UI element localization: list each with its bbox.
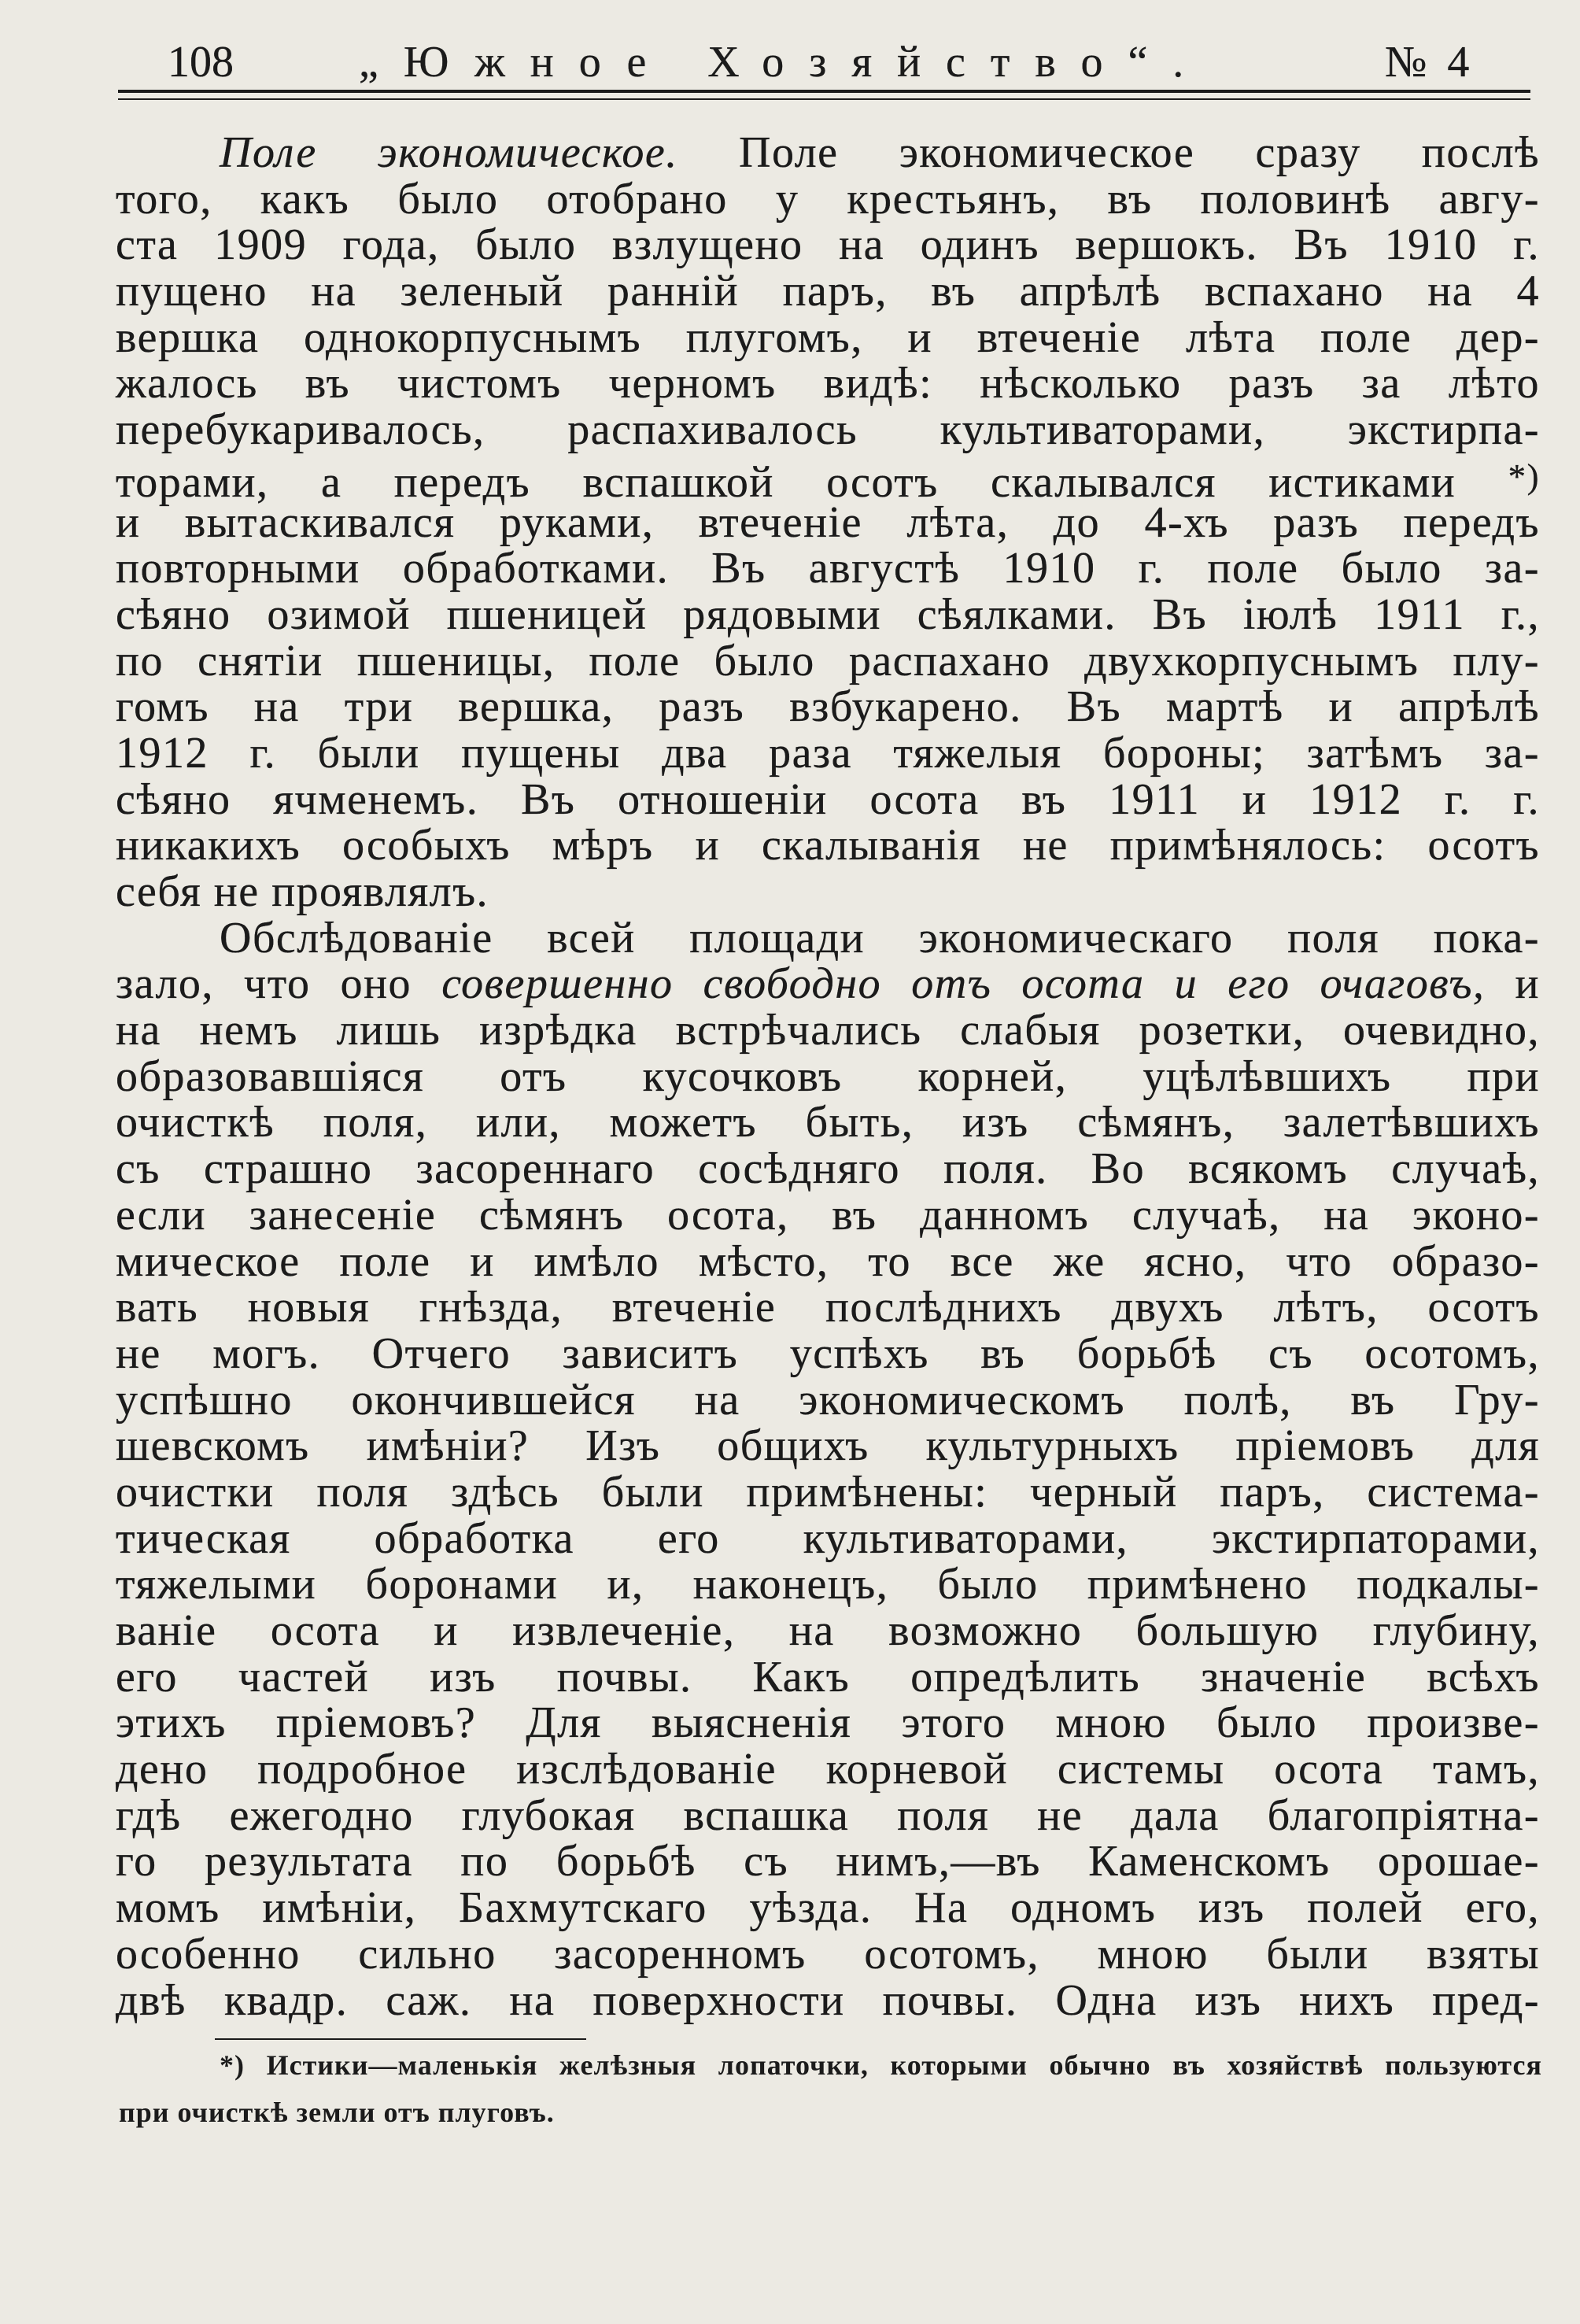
text-line: двѣ квадр. саж. на поверхности почвы. Одна изъ нихъ пред- bbox=[116, 1975, 1540, 2025]
text-line: сѣяно ячменемъ. Въ отношеніи осота въ 1911 и 1912 г. г. bbox=[116, 774, 1540, 824]
header-rule-thin bbox=[118, 98, 1530, 100]
text-line: сѣяно озимой пшеницей рядовыми сѣялками. Въ іюлѣ 1911 г., bbox=[116, 589, 1540, 639]
text-line: тическая обработка его культиваторами, экстирпаторами, bbox=[116, 1513, 1540, 1563]
footnote-line: *) Истики—маленькія желѣзныя лопаточки, которыми обычно въ хозяйствѣ пользуются bbox=[220, 2049, 1542, 2081]
text-line: Обслѣдованіе всей площади экономическаго поля пока- bbox=[220, 913, 1540, 962]
page-number: 108 bbox=[168, 38, 234, 87]
issue-number: № 4 bbox=[1385, 38, 1475, 87]
paragraph bbox=[116, 130, 1540, 915]
text-line: вершка однокорпуснымъ плугомъ, и втеченіе лѣта поле дер- bbox=[116, 312, 1540, 362]
header-rule-thick bbox=[118, 90, 1530, 93]
text-line bbox=[116, 130, 1540, 176]
text-line: перебукаривалось, распахивалось культиваторами, экстирпа- bbox=[116, 405, 1540, 455]
text-line: жалось въ чистомъ черномъ видѣ: нѣсколько разъ за лѣто bbox=[116, 359, 1540, 408]
text-line: гдѣ ежегодно глубокая вспашка поля не дала благопріятна- bbox=[116, 1790, 1540, 1840]
paragraph bbox=[116, 915, 1540, 2024]
text-line: на немъ лишь изрѣдка встрѣчались слабыя розетки, очевидно, bbox=[116, 1006, 1540, 1055]
text-line bbox=[116, 961, 1540, 1007]
text-line: вать новыя гнѣзда, втеченіе послѣднихъ двухъ лѣтъ, осотъ bbox=[116, 1283, 1540, 1332]
text-line: мическое поле и имѣло мѣсто, то все же ясно, что образо- bbox=[116, 1236, 1540, 1286]
text-line: очисткѣ поля, или, можетъ быть, изъ сѣмянъ, залетѣвшихъ bbox=[116, 1098, 1540, 1147]
text-run: и bbox=[1485, 959, 1540, 1009]
text-run: зало, что оно bbox=[116, 959, 442, 1009]
text-line: тяжелыми боронами и, наконецъ, было примѣнено подкалы- bbox=[116, 1560, 1540, 1609]
footnote-reference-mark: *) bbox=[1508, 456, 1540, 496]
text-line: 1912 г. были пущены два раза тяжелыя бороны; затѣмъ за- bbox=[116, 728, 1540, 778]
body-text bbox=[116, 130, 1540, 2023]
text-line: съ страшно засореннаго сосѣдняго поля. Во всякомъ случаѣ, bbox=[116, 1144, 1540, 1194]
text-line: очистки поля здѣсь были примѣнены: черный паръ, система- bbox=[116, 1467, 1540, 1517]
footnote bbox=[119, 2041, 1542, 2136]
text-line: образовавшіяся отъ кусочковъ корней, уцѣлѣвшихъ при bbox=[116, 1051, 1540, 1101]
text-line: го результата по борьбѣ съ нимъ,—въ Каменскомъ орошае- bbox=[116, 1837, 1540, 1886]
text-line: дено подробное изслѣдованіе корневой системы осота тамъ, bbox=[116, 1745, 1540, 1794]
text-line: повторными обработками. Въ августѣ 1910 г. поле было за- bbox=[116, 544, 1540, 593]
text-line: ста 1909 года, было взлущено на одинъ вершокъ. Въ 1910 г. bbox=[116, 220, 1540, 270]
text-line: не могъ. Отчего зависитъ успѣхъ въ борьбѣ съ осотомъ, bbox=[116, 1328, 1540, 1378]
text-line: ваніе осота и извлеченіе, на возможно большую глубину, bbox=[116, 1606, 1540, 1655]
text-line: его частей изъ почвы. Какъ опредѣлить значеніе всѣхъ bbox=[116, 1652, 1540, 1701]
text-line bbox=[116, 453, 1540, 507]
emphasized-text: совершенно свободно отъ осота и его очаговъ, bbox=[441, 959, 1486, 1009]
text-run: Поле экономическое сразу послѣ bbox=[677, 128, 1540, 177]
text-line: особенно сильно засоренномъ осотомъ, мною были взяты bbox=[116, 1929, 1540, 1979]
emphasized-text: Поле экономическое. bbox=[220, 128, 678, 177]
text-line: этихъ пріемовъ? Для выясненія этого мною было произве- bbox=[116, 1698, 1540, 1748]
text-line: успѣшно окончившейся на экономическомъ полѣ, въ Гру- bbox=[116, 1375, 1540, 1424]
text-line: если занесеніе сѣмянъ осота, въ данномъ случаѣ, на эконо- bbox=[116, 1190, 1540, 1240]
text-line: момъ имѣніи, Бахмутскаго уѣзда. На одномъ изъ полей его, bbox=[116, 1883, 1540, 1933]
text-line: по снятіи пшеницы, поле было распахано двухкорпуснымъ плу- bbox=[116, 636, 1540, 685]
footnote-line: при очисткѣ земли отъ плуговъ. bbox=[119, 2097, 555, 2128]
text-line: себя не проявлялъ. bbox=[116, 867, 489, 916]
text-line: шевскомъ имѣніи? Изъ общихъ культурныхъ пріемовъ для bbox=[116, 1421, 1540, 1471]
text-line: того, какъ было отобрано у крестьянъ, въ половинѣ авгу- bbox=[116, 174, 1540, 224]
text-line: пущено на зеленый ранній паръ, въ апрѣлѣ вспахано на 4 bbox=[116, 267, 1540, 316]
text-run: торами, а передъ вспашкой осотъ скалывался истиками bbox=[116, 458, 1508, 507]
text-line: никакихъ особыхъ мѣръ и скалыванія не примѣнялось: осотъ bbox=[116, 821, 1540, 870]
text-line: гомъ на три вершка, разъ взбукарено. Въ мартѣ и апрѣлѣ bbox=[116, 682, 1540, 732]
journal-title: „Южное Хозяйство“. bbox=[359, 38, 1209, 87]
text-line: и вытаскивался руками, втеченіе лѣта, до 4-хъ разъ передъ bbox=[116, 497, 1540, 547]
footnote-rule bbox=[215, 2038, 586, 2040]
